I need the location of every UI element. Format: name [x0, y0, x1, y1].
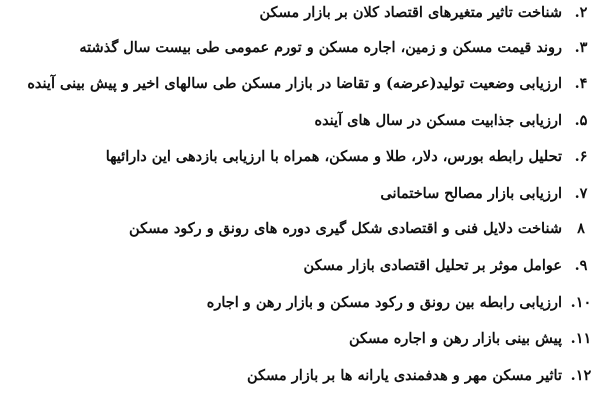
list-item-text: روند قیمت مسکن و زمین، اجاره مسکن و تورم عمومی طی بیست سال گذشته — [79, 38, 562, 56]
list-item-text: ارزیابی جذابیت مسکن در سال های آینده — [314, 111, 562, 129]
list-item — [349, 325, 600, 351]
list-item-text: شناخت تاثیر متغیرهای اقتصاد کلان بر بازار مسکن — [259, 3, 562, 21]
list-item-number: ۲. — [574, 3, 588, 21]
list-item-text: ارزیابی وضعیت تولید(عرضه) و تقاضا در بازار مسکن طی سالهای اخیر و پیش بینی آینده — [27, 74, 562, 92]
list-item — [247, 362, 600, 388]
list-item-text: پیش بینی بازار رهن و اجاره مسکن — [349, 329, 562, 347]
list-item-number: ۴. — [574, 74, 588, 92]
list-item-text: تاثیر مسکن مهر و هدفمندی یارانه ها بر بازار مسکن — [246, 366, 562, 384]
list-item — [27, 70, 600, 96]
list-item-number: ۱۰. — [570, 293, 592, 311]
list-item-text: شناخت دلایل فنی و اقتصادی شکل گیری دوره های رونق و رکود مسکن — [129, 219, 562, 237]
list-item — [79, 34, 600, 60]
list-item-number: ۸ — [577, 219, 585, 237]
list-item-number: ۹. — [574, 256, 588, 274]
list-item-number: ۱۱. — [570, 329, 592, 347]
list-item — [259, 0, 600, 25]
list-item — [129, 215, 600, 241]
list-item — [304, 252, 600, 278]
list-item-number: ۶. — [574, 147, 588, 165]
list-item-text: ارزیابی بازار مصالح ساختمانی — [380, 184, 562, 202]
list-item-number: ۵. — [574, 111, 588, 129]
list-item-number: ۷. — [574, 184, 588, 202]
list-item-text: تحلیل رابطه بورس، دلار، طلا و مسکن، همراه با ارزیابی بازدهی این دارائیها — [105, 147, 562, 165]
list-item-number: ۱۲. — [570, 366, 592, 384]
list-item-text: ارزیابی رابطه بین رونق و رکود مسکن و بازار رهن و اجاره — [206, 293, 562, 311]
list-item-text: عوامل موثر بر تحلیل اقتصادی بازار مسکن — [303, 256, 562, 274]
list-item-number: ۳. — [574, 38, 588, 56]
list-item — [380, 180, 600, 206]
list-item — [314, 107, 600, 133]
list-item — [106, 143, 600, 169]
list-item — [207, 289, 600, 315]
